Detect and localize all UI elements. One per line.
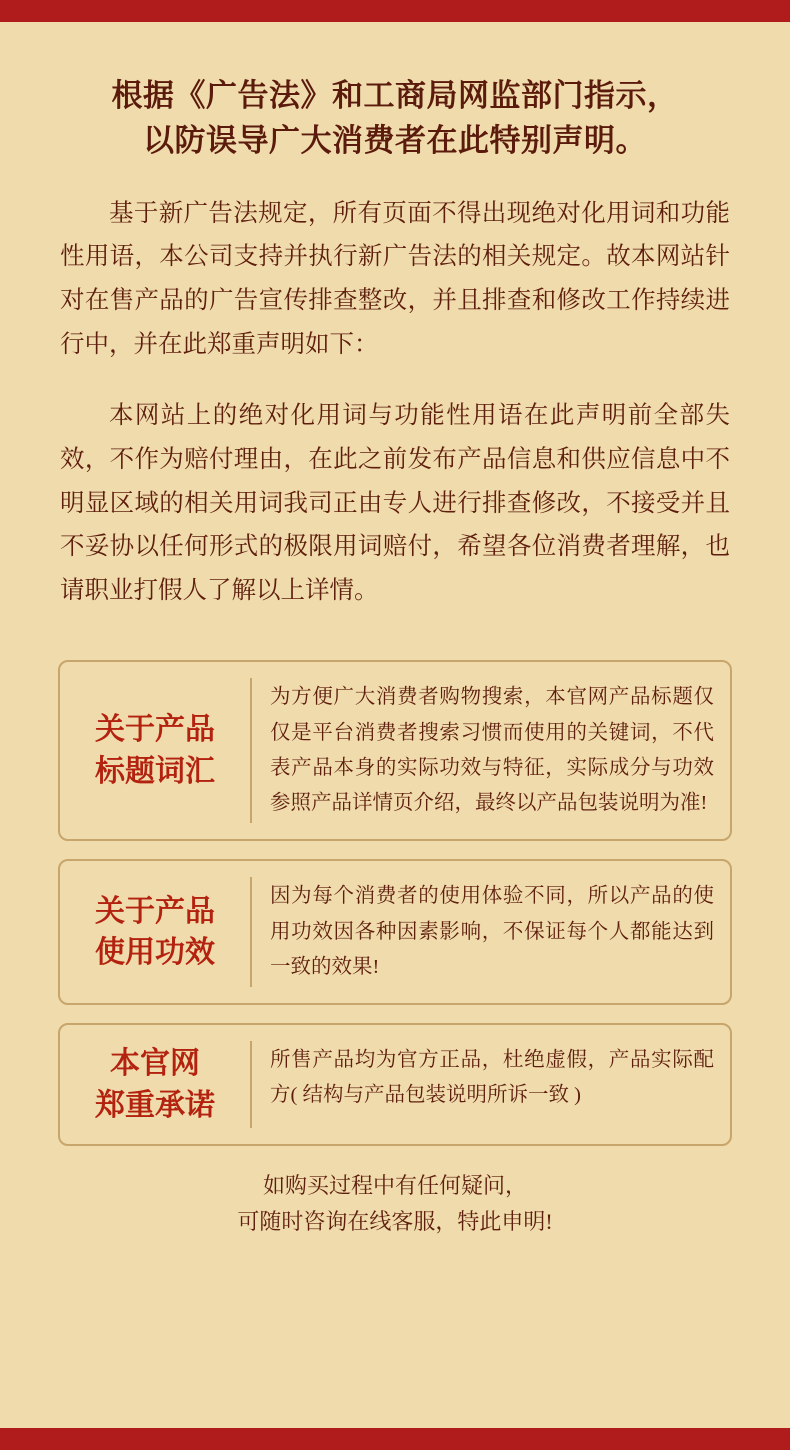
page-title-line2: 以防误导广大消费者在此特别声明。 [143,122,647,158]
card-list [58,660,732,1146]
card-official-promise [58,1023,732,1146]
card-body: 因为每个消费者的使用体验不同，所以产品的使用功效因各种因素影响，不保证每个人都能达到一致的效果! [270,885,714,978]
statement-panel [0,22,790,1428]
page-title-line1: 根据《广告法》和工商局网监部门指示， [111,78,679,113]
card-title [60,1025,250,1144]
top-red-bar [0,0,790,22]
page-title [58,22,732,164]
paragraph-two: 本网站上的绝对化用词与功能性用语在此声明前全部失效，不作为赔付理由，在此之前发布产品信息和供应信息中不明显区域的相关用词我司正由专人进行排查修改，不接受并且不妥协以任何形式的极限用词赔付，希望各位消费者理解，也请职业打假人了解以上详情。 [60,402,730,604]
card-title-line1: 关于产品 [95,894,215,928]
card-title-line2: 郑重承诺 [95,1088,215,1122]
card-body: 为方便广大消费者购物搜索，本官网产品标题仅仅是平台消费者搜索习惯而使用的关键词，不代表产品本身的实际功效与特征，实际成分与功效参照产品详情页介绍，最终以产品包装说明为准! [270,686,714,815]
card-title-line2: 标题词汇 [95,754,215,788]
card-title-line2: 使用功效 [95,936,215,970]
footer-note [58,1168,732,1239]
card-title [60,662,250,839]
footer-line2: 可随时咨询在线客服，特此申明! [237,1208,553,1234]
card-title [60,861,250,1003]
paragraph-one: 基于新广告法规定，所有页面不得出现绝对化用词和功能性用语，本公司支持并执行新广告法的相关规定。故本网站针对在售产品的广告宣传排查整改，并且排查和修改工作持续进行中，并在此郑重声明如下： [60,199,730,358]
card-product-title-terms [58,660,732,841]
card-body: 所售产品均为官方正品，杜绝虚假，产品实际配方( 结构与产品包装说明所诉一致 ) [270,1049,714,1107]
card-title-line1: 本官网 [110,1047,200,1081]
card-product-efficacy [58,859,732,1005]
card-title-line1: 关于产品 [95,713,215,747]
bottom-red-bar [0,1428,790,1450]
footer-line1: 如购买过程中有任何疑问， [262,1172,527,1198]
